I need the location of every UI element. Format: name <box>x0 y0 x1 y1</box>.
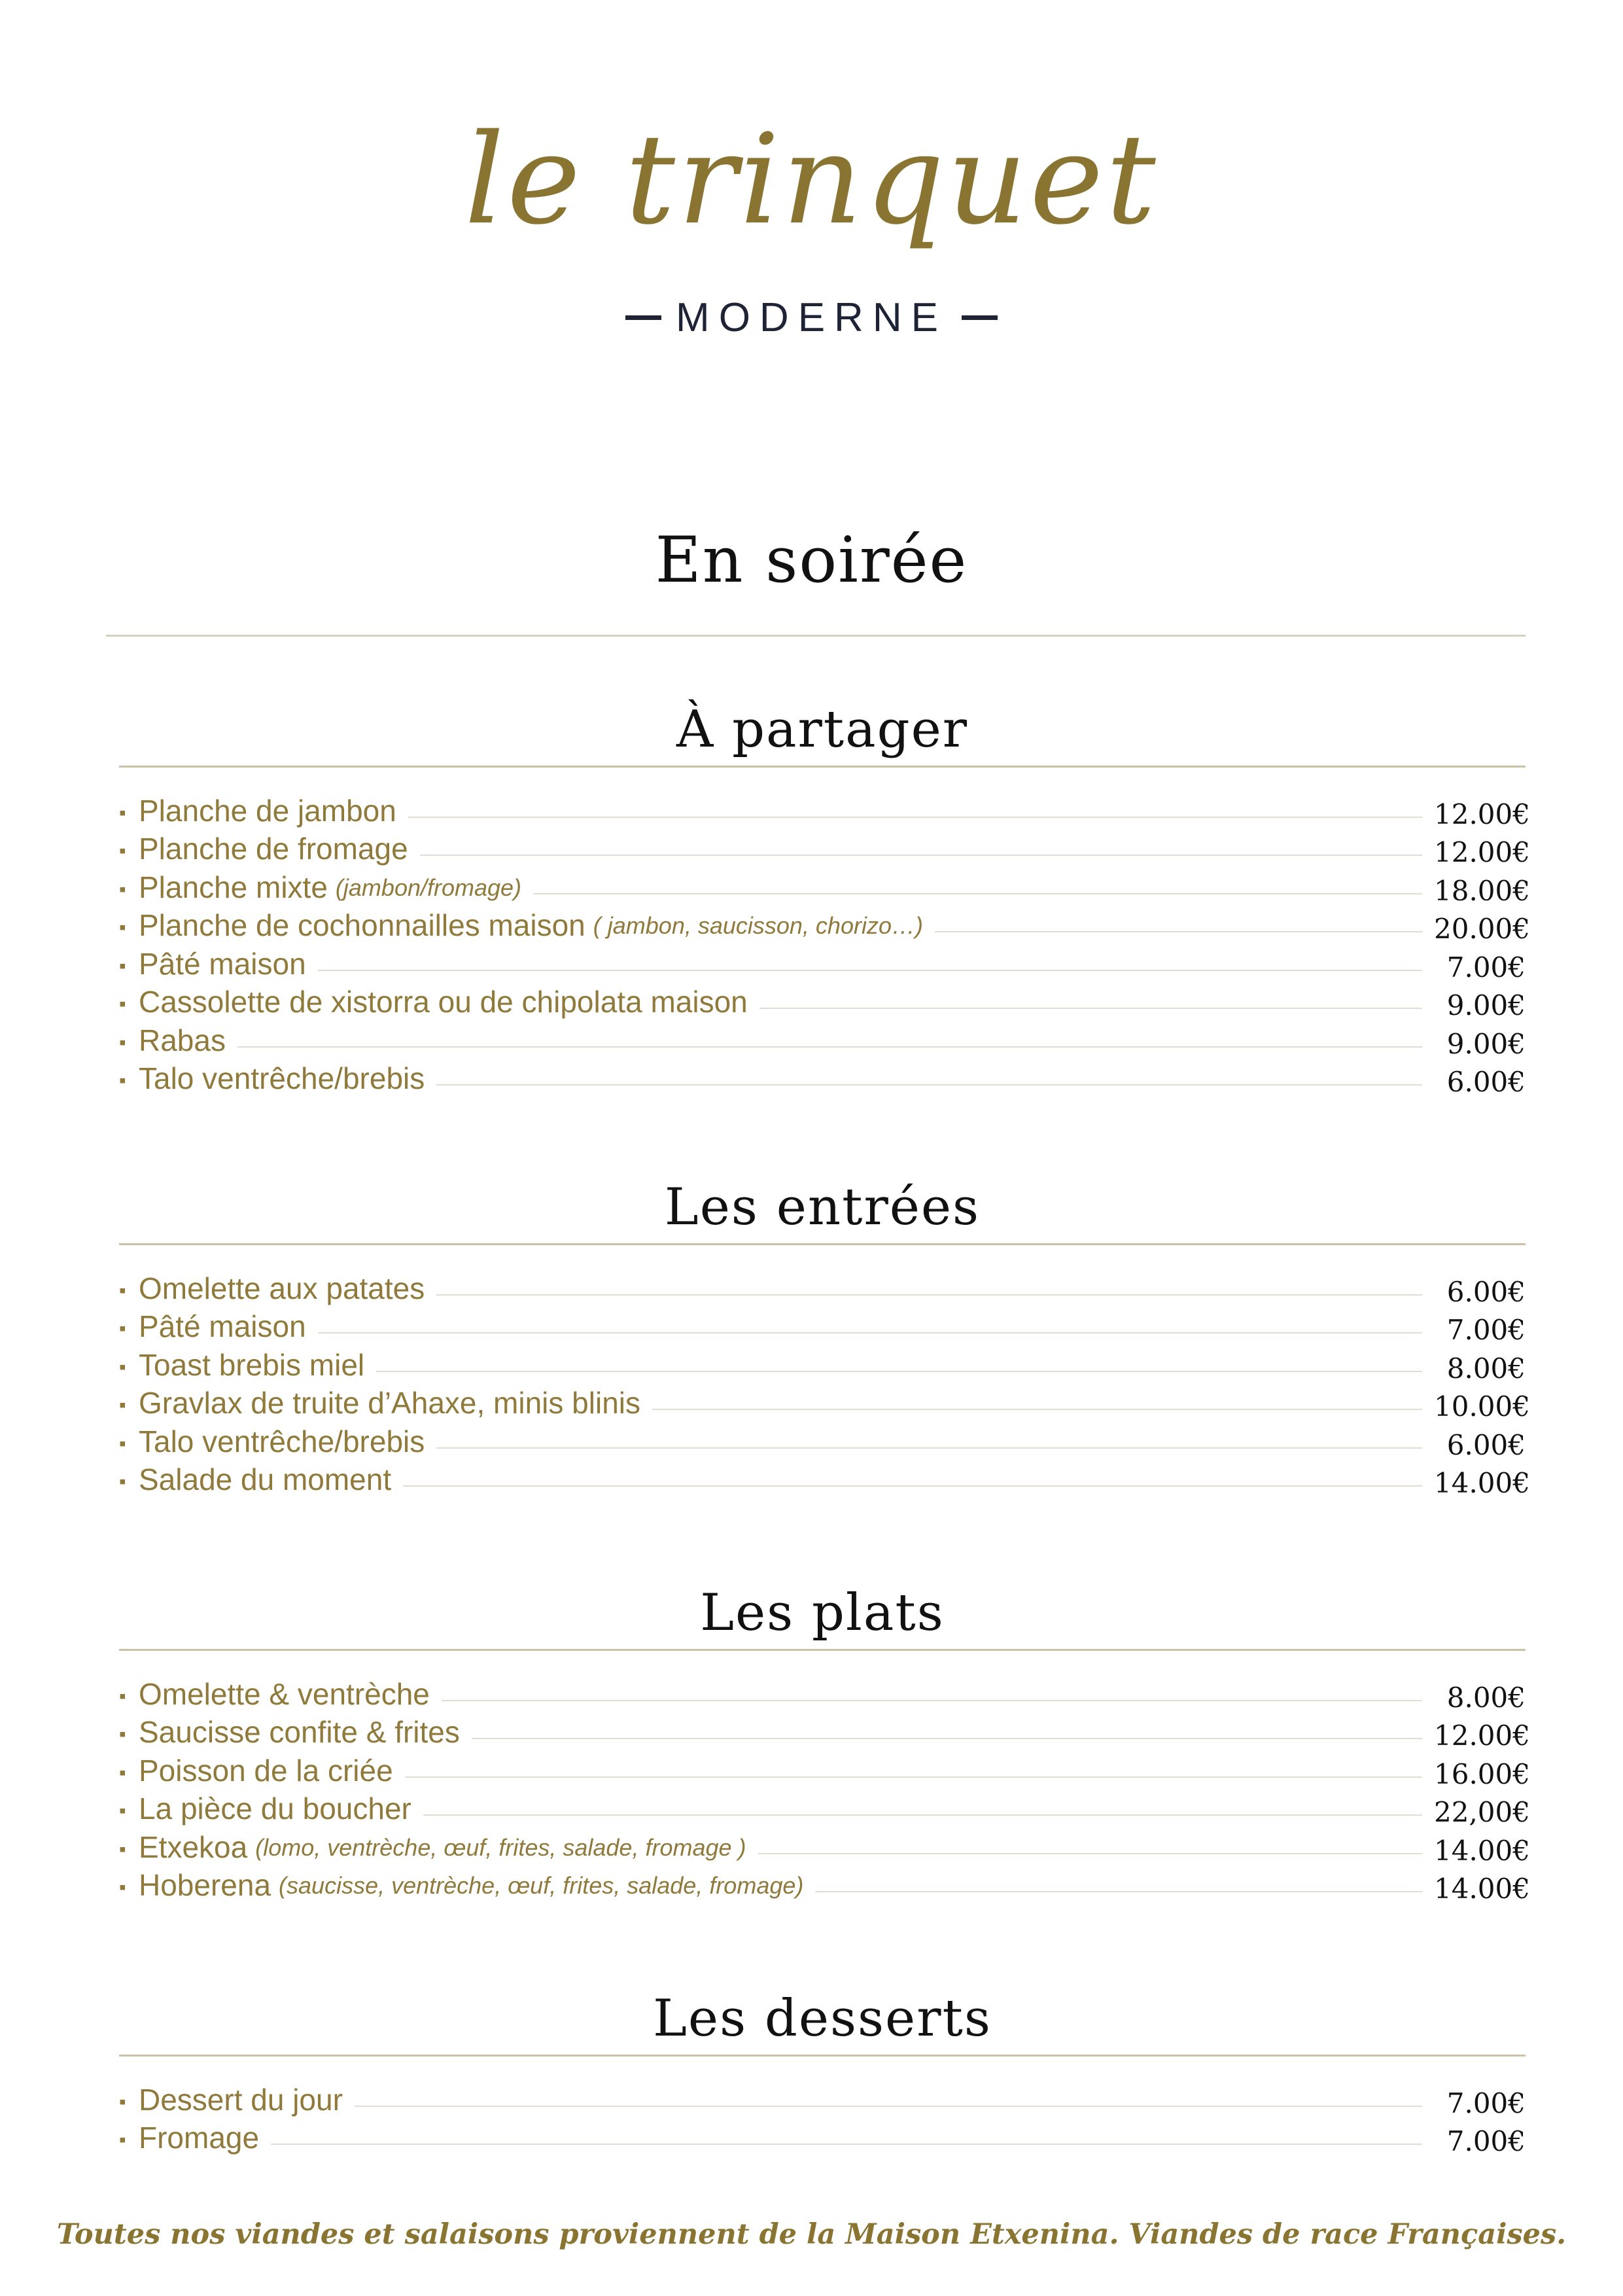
bullet-icon: ▪ <box>119 993 126 1015</box>
menu-item <box>119 791 1530 830</box>
item-name: Omelette aux patates <box>139 1271 425 1305</box>
item-name: Planche de fromage <box>139 832 408 866</box>
menu-item <box>119 1307 1526 1346</box>
item-price: 7.00€ <box>1446 951 1526 983</box>
menu-item <box>119 1713 1530 1752</box>
menu-section <box>119 694 1530 1098</box>
bullet-icon: ▪ <box>119 1070 126 1091</box>
item-price: 18.00€ <box>1434 874 1530 907</box>
section-title: Les desserts <box>653 1989 992 2048</box>
bullet-icon: ▪ <box>119 1471 126 1492</box>
item-name: La pièce du boucher <box>139 1792 411 1826</box>
dotted-leader <box>436 1084 1422 1086</box>
menu-item <box>119 1790 1530 1828</box>
menu-list <box>119 791 1530 1098</box>
bullet-icon: ▪ <box>119 878 126 900</box>
menu-item <box>119 2119 1526 2157</box>
item-note: (jambon/fromage) <box>335 874 522 901</box>
item-name: Fromage <box>139 2121 260 2155</box>
item-name: Salade du moment <box>139 1462 392 1496</box>
menu-list <box>119 2080 1526 2157</box>
bullet-icon: ▪ <box>119 1723 126 1745</box>
section-divider <box>119 1649 1526 1651</box>
item-name: Pâté maison <box>139 1309 306 1343</box>
item-note: (saucisse, ventrèche, œuf, frites, salade, fromage) <box>279 1872 804 1899</box>
menu-item <box>119 2080 1526 2119</box>
bullet-icon: ▪ <box>119 840 126 862</box>
item-price: 6.00€ <box>1446 1428 1526 1461</box>
item-price: 22,00€ <box>1434 1796 1530 1828</box>
item-name: Dessert du jour <box>139 2082 343 2117</box>
menu-section <box>119 1983 1526 2157</box>
item-price: 7.00€ <box>1446 1314 1526 1346</box>
logo-subtitle-text: MODERNE <box>676 295 947 340</box>
item-price: 20.00€ <box>1434 913 1530 945</box>
menu-item <box>119 1021 1526 1059</box>
item-name: Saucisse confite & frites <box>139 1715 460 1749</box>
logo-dash-left <box>625 315 661 320</box>
item-name: Talo ventrêche/brebis <box>139 1061 425 1095</box>
item-price: 10.00€ <box>1434 1390 1530 1422</box>
bullet-icon: ▪ <box>119 1356 126 1378</box>
bullet-icon: ▪ <box>119 1432 126 1455</box>
item-price: 12.00€ <box>1434 1720 1530 1752</box>
bullet-icon: ▪ <box>119 1838 126 1860</box>
menu-item <box>119 1674 1526 1713</box>
dotted-leader <box>355 2106 1422 2107</box>
menu-item <box>119 1269 1526 1307</box>
dotted-leader <box>408 817 1422 818</box>
page-title: En soirée <box>655 523 968 597</box>
menu-item <box>119 1751 1530 1790</box>
item-price: 14.00€ <box>1434 1873 1530 1905</box>
item-price: 9.00€ <box>1446 1027 1526 1060</box>
bullet-icon: ▪ <box>119 955 126 977</box>
dotted-leader <box>759 1008 1422 1009</box>
item-name: Omelette & ventrèche <box>139 1676 430 1711</box>
menu-section <box>119 1171 1530 1499</box>
dotted-leader <box>442 1700 1422 1701</box>
item-name: Pâté maison <box>139 946 306 981</box>
menu-item <box>119 1866 1530 1905</box>
dotted-leader <box>403 1485 1422 1487</box>
item-name: Planche de cochonnailles maison <box>139 908 585 942</box>
dotted-leader <box>652 1409 1422 1410</box>
item-price: 16.00€ <box>1434 1757 1530 1790</box>
item-name: Rabas <box>139 1023 226 1057</box>
menu-item <box>119 1460 1530 1499</box>
bullet-icon: ▪ <box>119 802 126 824</box>
menu-item <box>119 1828 1530 1867</box>
menu-item <box>119 1422 1526 1460</box>
dotted-leader <box>376 1371 1422 1372</box>
item-note: ( jambon, saucisson, chorizo…) <box>593 912 923 939</box>
menu-list <box>119 1269 1530 1499</box>
item-price: 14.00€ <box>1434 1834 1530 1867</box>
item-name: Gravlax de truite d’Ahaxe, minis blinis <box>139 1386 640 1420</box>
dotted-leader <box>423 1814 1422 1816</box>
item-note: (lomo, ventrèche, œuf, frites, salade, fromage ) <box>255 1833 746 1861</box>
section-divider <box>119 2055 1526 2057</box>
item-price: 7.00€ <box>1446 2087 1526 2119</box>
bullet-icon: ▪ <box>119 2091 126 2113</box>
item-name: Cassolette de xistorra ou de chipolata maison <box>139 985 748 1019</box>
dotted-leader <box>436 1294 1422 1296</box>
bullet-icon: ▪ <box>119 1394 126 1416</box>
dotted-leader <box>436 1447 1422 1449</box>
menu-item <box>119 1059 1526 1098</box>
item-name: Poisson de la criée <box>139 1753 393 1788</box>
footer-note: Toutes nos viandes et salaisons proviennent de la Maison Etxenina. Viandes de race Françaises. <box>56 2218 1567 2251</box>
item-price: 9.00€ <box>1446 989 1526 1021</box>
item-price: 8.00€ <box>1446 1681 1526 1714</box>
item-price: 7.00€ <box>1446 2125 1526 2157</box>
item-price: 14.00€ <box>1434 1467 1530 1499</box>
bullet-icon: ▪ <box>119 1031 126 1053</box>
section-title: À partager <box>676 700 969 759</box>
item-name: Planche de jambon <box>139 793 396 828</box>
bullet-icon: ▪ <box>119 1685 126 1707</box>
item-name: Talo ventrêche/brebis <box>139 1424 425 1458</box>
menu-section <box>119 1577 1530 1905</box>
logo <box>0 107 1623 341</box>
dotted-leader <box>758 1853 1422 1854</box>
bullet-icon: ▪ <box>119 917 126 938</box>
item-name: Hoberena <box>139 1868 271 1902</box>
menu-item <box>119 983 1526 1021</box>
menu-list <box>119 1674 1530 1905</box>
item-price: 8.00€ <box>1446 1352 1526 1385</box>
section-title: Les plats <box>700 1583 945 1642</box>
logo-script: le trinquet <box>464 107 1159 252</box>
section-divider <box>119 1243 1526 1245</box>
dotted-leader <box>815 1891 1422 1892</box>
bullet-icon: ▪ <box>119 1761 126 1784</box>
bullet-icon: ▪ <box>119 2129 126 2151</box>
dotted-leader <box>237 1046 1422 1048</box>
title-divider <box>106 635 1526 637</box>
item-name: Toast brebis miel <box>139 1347 365 1382</box>
dotted-leader <box>472 1738 1422 1739</box>
bullet-icon: ▪ <box>119 1800 126 1822</box>
item-name: Etxekoa <box>139 1829 248 1864</box>
item-price: 6.00€ <box>1446 1275 1526 1308</box>
menu-item <box>119 830 1530 868</box>
item-price: 12.00€ <box>1434 836 1530 868</box>
dotted-leader <box>405 1776 1422 1778</box>
section-title: Les entrées <box>664 1178 981 1237</box>
item-price: 6.00€ <box>1446 1066 1526 1098</box>
logo-dash-right <box>962 315 998 320</box>
dotted-leader <box>533 893 1422 894</box>
dotted-leader <box>271 2144 1422 2145</box>
menu-item <box>119 868 1530 907</box>
menu-item <box>119 906 1530 945</box>
bullet-icon: ▪ <box>119 1279 126 1301</box>
bullet-icon: ▪ <box>119 1877 126 1898</box>
menu-item <box>119 1384 1530 1422</box>
dotted-leader <box>318 970 1422 971</box>
bullet-icon: ▪ <box>119 1318 126 1339</box>
dotted-leader <box>935 931 1422 932</box>
logo-subtitle <box>0 294 1623 341</box>
item-price: 12.00€ <box>1434 798 1530 830</box>
dotted-leader <box>420 855 1422 856</box>
dotted-leader <box>318 1332 1422 1333</box>
section-divider <box>119 766 1526 768</box>
menu-item <box>119 1345 1526 1384</box>
menu-item <box>119 944 1526 983</box>
item-name: Planche mixte <box>139 870 328 904</box>
